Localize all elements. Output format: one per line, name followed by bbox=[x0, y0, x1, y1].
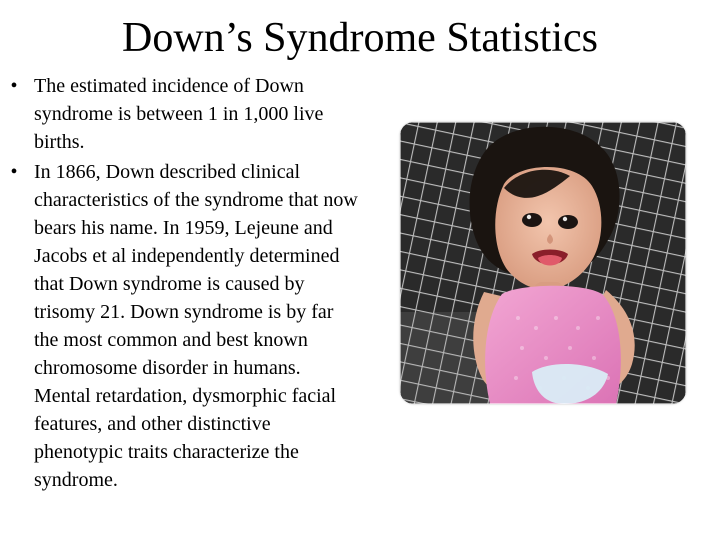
bullet-line: the most common and best known bbox=[34, 329, 308, 351]
bullet-line: In 1866, Down described clinical bbox=[34, 161, 301, 183]
bullet-marker: • bbox=[10, 75, 18, 97]
bullet-line: bears his name. In 1959, Lejeune and bbox=[34, 217, 333, 239]
left-eye bbox=[522, 213, 542, 227]
bullet-item-history bbox=[0, 158, 410, 494]
bullet-line: The estimated incidence of Down bbox=[34, 75, 304, 97]
left-eye-highlight bbox=[527, 215, 531, 219]
bullet-line: births. bbox=[34, 131, 85, 153]
child-photo-illustration bbox=[400, 122, 686, 404]
bullet-marker: • bbox=[10, 161, 18, 183]
bullet-list bbox=[0, 72, 410, 496]
bullet-line: features, and other distinctive bbox=[34, 413, 271, 435]
right-eye-highlight bbox=[563, 217, 567, 221]
child-photo bbox=[400, 122, 686, 404]
slide-title: Down’s Syndrome Statistics bbox=[121, 15, 598, 61]
bullet-line: syndrome is between 1 in 1,000 live bbox=[34, 103, 324, 125]
bullet-item-incidence bbox=[0, 72, 410, 156]
bullet-line: characteristics of the syndrome that now bbox=[34, 189, 358, 211]
bullet-line: Mental retardation, dysmorphic facial bbox=[34, 385, 337, 407]
bullet-line: syndrome. bbox=[34, 469, 118, 491]
bullet-line: phenotypic traits characterize the bbox=[34, 441, 299, 463]
bullet-line: chromosome disorder in humans. bbox=[34, 357, 301, 379]
bullet-line: that Down syndrome is caused by bbox=[34, 273, 305, 295]
bullet-line: trisomy 21. Down syndrome is by far bbox=[34, 301, 334, 323]
bullet-line: Jacobs et al independently determined bbox=[34, 245, 340, 267]
right-eye bbox=[558, 215, 578, 229]
